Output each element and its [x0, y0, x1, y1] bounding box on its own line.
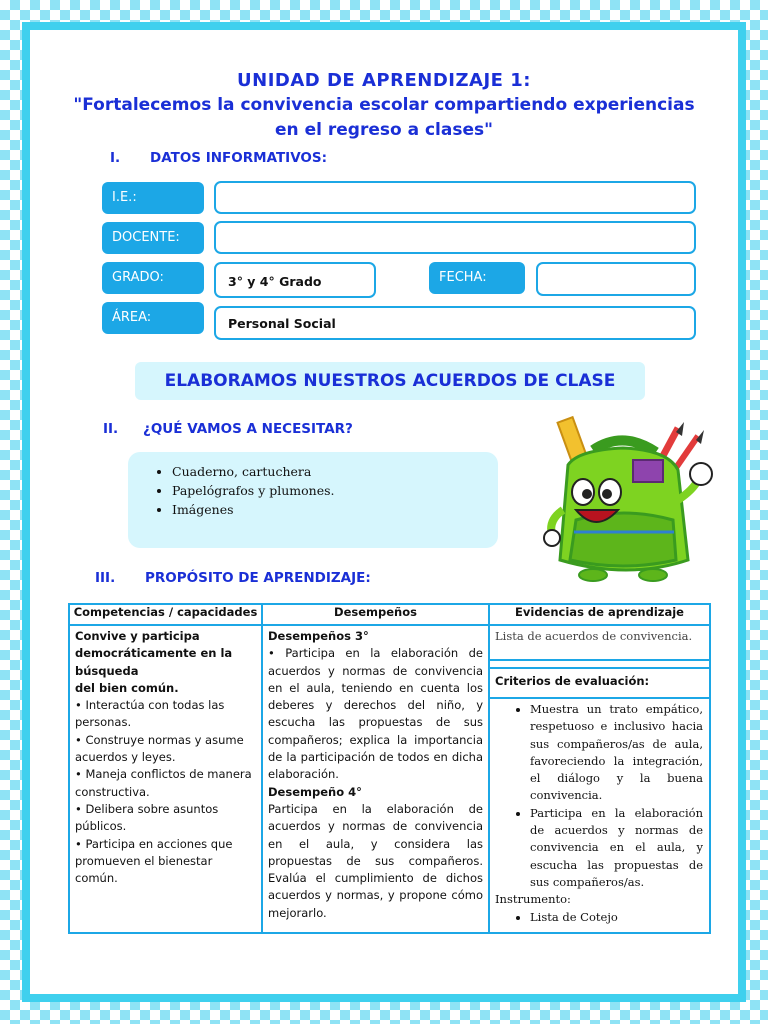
activity-title-banner: ELABORAMOS NUESTROS ACUERDOS DE CLASE [135, 362, 645, 400]
capacidad-item: • Maneja conflictos de manera constructiva. [75, 767, 252, 799]
grado-label: GRADO: [102, 262, 204, 294]
competencia-title: Convive y participa democráticamente en la búsqueda [75, 629, 233, 678]
unit-subtitle-line1: "Fortalecemos la convivencia escolar compartiendo experiencias [73, 95, 695, 115]
desempenos-cell [262, 625, 489, 933]
docente-label: DOCENTE: [102, 222, 204, 254]
section-number: I. [110, 150, 121, 166]
capacidad-item: • Participa en acciones que promueven el bienestar común. [75, 836, 233, 886]
fecha-field[interactable] [536, 262, 696, 296]
ie-field[interactable] [214, 181, 696, 214]
section-label: ¿QUÉ VAMOS A NECESITAR? [143, 421, 353, 437]
unit-title: UNIDAD DE APRENDIZAJE 1: [237, 70, 531, 91]
docente-field[interactable] [214, 221, 696, 254]
materials-list [128, 452, 498, 548]
area-label: ÁREA: [102, 302, 204, 334]
list-item: • Cuaderno, cartuchera [172, 462, 498, 481]
evidencia-text: Lista de acuerdos de convivencia. [490, 626, 709, 661]
unit-subtitle-line2: en el regreso a clases" [275, 120, 493, 140]
section-label: DATOS INFORMATIVOS: [150, 150, 328, 166]
ie-label: I.E.: [102, 182, 204, 214]
instrumento-item: • Lista de Cotejo [530, 909, 709, 926]
grado-field[interactable]: 3° y 4° Grado [214, 262, 376, 298]
competencia-title-end: del bien común. [75, 680, 179, 695]
criterios-list [490, 699, 709, 891]
criterios-label: Criterios de evaluación: [490, 669, 709, 699]
evidencias-cell [489, 625, 710, 933]
learning-purpose-table [68, 603, 711, 934]
column-header-evidencias: Evidencias de aprendizaje [489, 604, 710, 625]
list-item: • Papelógrafos y plumones. [172, 481, 498, 500]
competencias-cell [69, 625, 262, 933]
criterio-item: • Participa en la elaboración de acuerdos y normas de convivencia en el aula, y escucha las propuestas de sus compañeros/as. [530, 805, 703, 891]
desempeno3-text: • Participa en la elaboración de acuerdos y normas de convivencia en el aula, teniendo en cuenta los deberes y derechos del niño, y escucha las propuestas de sus compañeros; explica la importancia de la participación de todos en dicha elaboración. [268, 646, 483, 782]
desempeno4-text: Participa en la elaboración de acuerdos y normas de convivencia en el aula, y considera las propuestas de sus compañeros. Evalúa el cumplimiento de dichos acuerdos y normas, y propone cómo mejorarlo. [268, 801, 483, 920]
section-proposito [95, 570, 371, 586]
section-necesitar [103, 421, 353, 437]
capacidad-item: • Interactúa con todas las personas. [75, 698, 225, 730]
list-item: • Imágenes [172, 500, 498, 519]
instrumento-list [490, 909, 709, 926]
capacidad-item: • Delibera sobre asuntos públicos. [75, 801, 219, 834]
instrumento-label: Instrumento: [495, 892, 571, 907]
criterio-item: • Muestra un trato empático, respetuoso e inclusivo hacia sus compañeros/as de aula, favoreciendo la integración, el diálogo y la buena convivencia. [530, 701, 703, 805]
backpack-mascot-icon [538, 410, 718, 585]
capacidad-item: • Construye normas y asume acuerdos y leyes. [75, 732, 244, 765]
fecha-label: FECHA: [429, 262, 525, 294]
section-datos-informativos [110, 150, 327, 166]
section-number: III. [95, 570, 116, 586]
column-header-competencias: Competencias / capacidades [69, 604, 262, 625]
section-number: II. [103, 421, 119, 437]
column-header-desempenos: Desempeños [262, 604, 489, 625]
spacer-divider [490, 661, 709, 669]
section-label: PROPÓSITO DE APRENDIZAJE: [145, 570, 371, 586]
desempeno4-title: Desempeño 4° [268, 784, 362, 799]
desempeno3-title: Desempeños 3° [268, 629, 369, 643]
area-field[interactable]: Personal Social [214, 306, 696, 340]
